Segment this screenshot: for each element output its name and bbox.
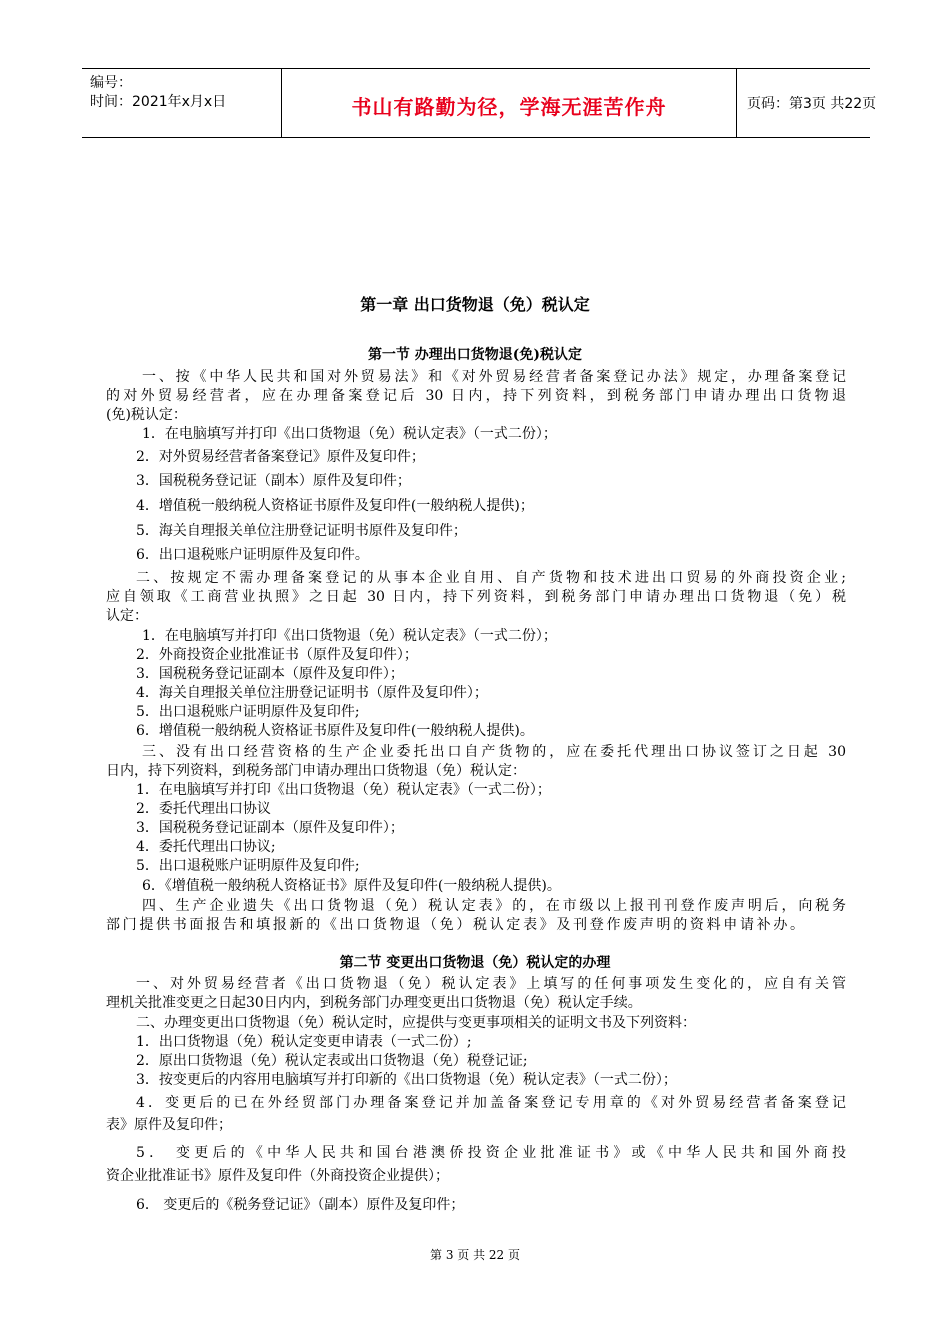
paragraph-line: 理机关批准变更之日起30日内内，到税务部门办理变更出口货物退（免）税认定手续。 (106, 995, 642, 1011)
page-footer: 第 3 页 共 22 页 (430, 1248, 520, 1262)
list-item: 2．对外贸易经营者备案登记》原件及复印件； (136, 449, 425, 465)
paragraph-line: 部门提供书面报告和填报新的《出口货物退（免）税认定表》及刊登作废声明的资料申请补办。 (106, 917, 804, 933)
chapter-title: 第一章 出口货物退（免）税认定 (360, 295, 590, 314)
list-item: 表》原件及复印件； (106, 1117, 232, 1133)
list-item: 6．出口退税账户证明原件及复印件。 (136, 547, 369, 563)
paragraph-line: 应自领取《工商营业执照》之日起 30 日内，持下列资料，到税务部门申请办理出口货物退（免）税 (106, 589, 846, 605)
list-item: 资企业批准证书》原件及复印件（外商投资企业提供）； (106, 1168, 449, 1184)
paragraph-line: 一、按《中华人民共和国对外贸易法》和《对外贸易经营者备案登记办法》规定，办理备案登记 (142, 369, 846, 385)
list-item: 3．国税税务登记证副本（原件及复印件）； (136, 820, 404, 836)
list-item: 4．变更后的已在外经贸部门办理备案登记并加盖备案登记专用章的《对外贸易经营者备案登记 (136, 1095, 846, 1111)
list-item: 5． 变更后的《中华人民共和国台港澳侨投资企业批准证书》或《中华人民共和国外商投 (136, 1145, 846, 1161)
section-title: 第一节 办理出口货物退(免)税认定 (367, 347, 583, 363)
list-item: 1．出口货物退（免）税认定变更申请表（一式二份）; (136, 1034, 472, 1050)
section-title: 第二节 变更出口货物退（免）税认定的办理 (339, 955, 611, 971)
list-item: 2．原出口货物退（免）税认定表或出口货物退（免）税登记证; (136, 1053, 528, 1069)
list-item: 6． 变更后的《税务登记证》（副本）原件及复印件； (136, 1197, 465, 1213)
paragraph-line: 日内，持下列资料，到税务部门申请办理出口货物退（免）税认定： (106, 763, 526, 779)
serial-label: 编号： (90, 75, 132, 91)
date-label: 时间：2021年x月x日 (90, 94, 227, 110)
list-item: 1．在电脑填写并打印《出口货物退（免）税认定表》（一式二份）； (142, 426, 557, 442)
paragraph-line: 三、没有出口经营资格的生产企业委托出口自产货物的，应在委托代理出口协议签订之日起 30 (142, 744, 846, 760)
paragraph-line: 认定： (106, 608, 148, 624)
list-item: 1．在电脑填写并打印《出口货物退（免）税认定表》（一式二份）； (142, 628, 557, 644)
paragraph-line: 二、办理变更出口货物退（免）税认定时，应提供与变更事项相关的证明文书及下列资料： (136, 1015, 696, 1031)
list-item: 5．海关自理报关单位注册登记证明书原件及复印件； (136, 523, 467, 539)
paragraph-line: 四、生产企业遗失《出口货物退（免）税认定表》的，在市级以上报刊刊登作废声明后，向税务 (142, 898, 846, 914)
paragraph-line: (免)税认定： (106, 407, 187, 423)
list-item: 3．按变更后的内容用电脑填写并打印新的《出口货物退（免）税认定表》（一式二份）； (136, 1072, 677, 1088)
list-item: 6．增值税一般纳税人资格证书原件及复印件(一般纳税人提供)。 (136, 723, 534, 739)
list-item: 3．国税税务登记证副本（原件及复印件）； (136, 666, 404, 682)
list-item: 4．增值税一般纳税人资格证书原件及复印件(一般纳税人提供)； (136, 498, 534, 514)
paragraph-line: 二、按规定不需办理备案登记的从事本企业自用、自产货物和技术进出口贸易的外商投资企业; (136, 570, 846, 586)
list-item: 2．外商投资企业批准证书（原件及复印件）； (136, 647, 418, 663)
list-item: 6．《增值税一般纳税人资格证书》原件及复印件(一般纳税人提供)。 (142, 878, 561, 894)
list-item: 5．出口退税账户证明原件及复印件; (136, 704, 360, 720)
paragraph-line: 一、对外贸易经营者《出口货物退（免）税认定表》上填写的任何事项发生变化的，应自有关管 (136, 976, 846, 992)
list-item: 1．在电脑填写并打印《出口货物退（免）税认定表》（一式二份）； (136, 782, 551, 798)
list-item: 2．委托代理出口协议 (136, 801, 271, 817)
list-item: 3．国税税务登记证（副本）原件及复印件； (136, 473, 411, 489)
page-info: 页码：第3页 共22页 (747, 96, 877, 112)
list-item: 5．出口退税账户证明原件及复印件; (136, 858, 360, 874)
list-item: 4．海关自理报关单位注册登记证明书（原件及复印件）； (136, 685, 488, 701)
paragraph-line: 的对外贸易经营者，应在办理备案登记后 30 日内，持下列资料，到税务部门申请办理出口货物退 (106, 388, 846, 404)
motto-text: 书山有路勤为径，学海无涯苦作舟 (351, 95, 667, 119)
list-item: 4．委托代理出口协议; (136, 839, 276, 855)
